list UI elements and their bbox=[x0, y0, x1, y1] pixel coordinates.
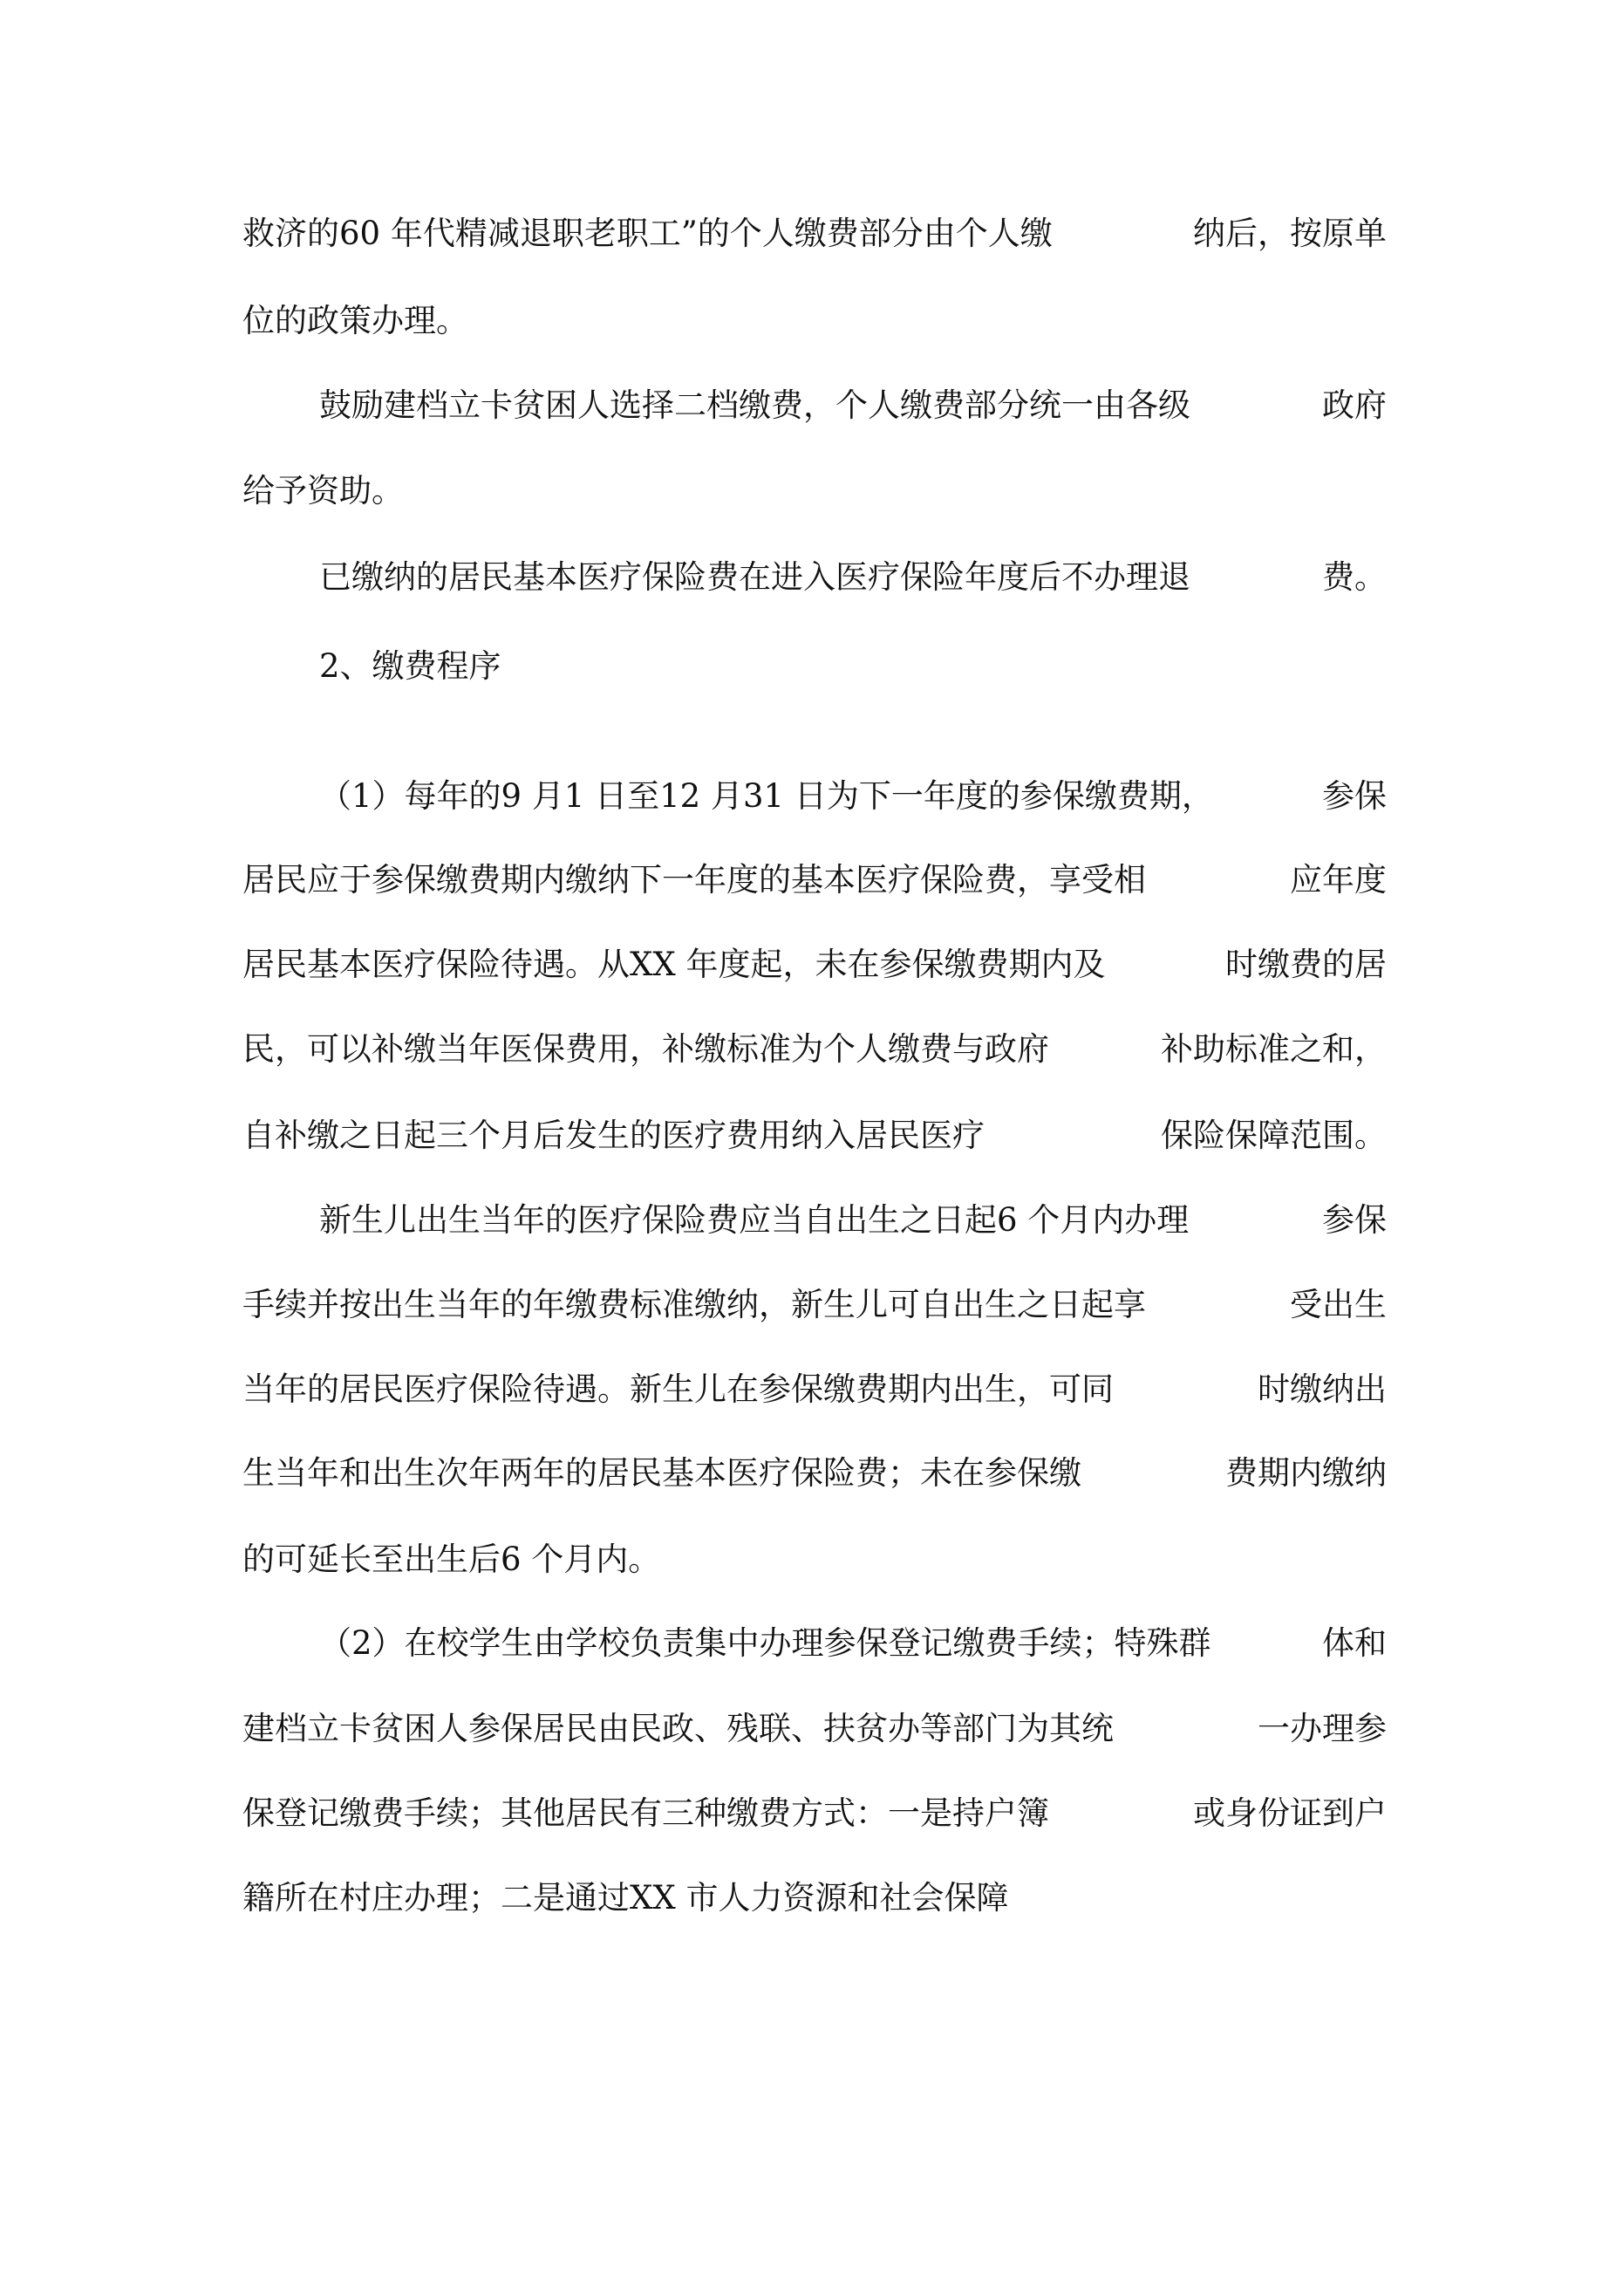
line-text: 已缴纳的居民基本医疗保险费在进入医疗保险年度后不办理退 bbox=[319, 558, 1190, 596]
line-text-tail: 参保 bbox=[1322, 1201, 1387, 1239]
line-text: 建档立卡贫困人参保居民由民政、残联、扶贫办等部门为其统 bbox=[242, 1710, 1114, 1747]
line-text-tail: 参保 bbox=[1322, 777, 1387, 815]
line-text: 居民基本医疗保险待遇。从XX 年度起，未在参保缴费期内及 bbox=[242, 946, 1106, 983]
line-text-tail: 或身份证到户 bbox=[1193, 1794, 1387, 1832]
line-text-tail: 纳后，按原单 bbox=[1193, 215, 1387, 252]
text-line bbox=[0, 1694, 1623, 1764]
text-line bbox=[0, 1355, 1623, 1425]
text-line bbox=[0, 930, 1623, 1000]
line-text: 自补缴之日起三个月后发生的医疗费用纳入居民医疗 bbox=[242, 1117, 985, 1154]
line-text: 生当年和出生次年两年的居民基本医疗保险费；未在参保缴 bbox=[242, 1454, 1081, 1492]
line-text-tail: 保险保障范围。 bbox=[1161, 1117, 1387, 1154]
text-line bbox=[0, 762, 1623, 831]
line-text-tail: 受出生 bbox=[1290, 1286, 1387, 1323]
text-line bbox=[0, 286, 1623, 356]
line-text: 手续并按出生当年的年缴费标准缴纳，新生儿可自出生之日起享 bbox=[242, 1286, 1146, 1323]
line-text-tail: 费。 bbox=[1322, 558, 1387, 596]
text-line bbox=[0, 1525, 1623, 1595]
line-text: 当年的居民医疗保险待遇。新生儿在参保缴费期内出生，可同 bbox=[242, 1370, 1114, 1408]
line-text: （1）每年的9 月1 日至12 月31 日为下一年度的参保缴费期， bbox=[319, 777, 1214, 815]
line-text: 的可延长至出生后6 个月内。 bbox=[242, 1541, 661, 1578]
line-text: 鼓励建档立卡贫困人选择二档缴费，个人缴费部分统一由各级 bbox=[319, 386, 1190, 424]
line-text: 给予资助。 bbox=[242, 472, 404, 509]
line-text-tail: 政府 bbox=[1322, 386, 1387, 424]
text-line bbox=[0, 543, 1623, 612]
text-line bbox=[0, 1270, 1623, 1340]
text-line bbox=[0, 199, 1623, 269]
line-text: 民，可以补缴当年医保费用，补缴标准为个人缴费与政府 bbox=[242, 1030, 1049, 1068]
line-text: 居民应于参保缴费期内缴纳下一年度的基本医疗保险费，享受相 bbox=[242, 861, 1146, 899]
line-text: 保登记缴费手续；其他居民有三种缴费方式：一是持户簿 bbox=[242, 1794, 1049, 1832]
section-heading bbox=[0, 632, 1623, 701]
line-text: 2、缴费程序 bbox=[319, 647, 501, 685]
text-line bbox=[0, 1101, 1623, 1171]
line-text-tail: 一办理参 bbox=[1258, 1710, 1387, 1747]
line-text: 籍所在村庄办理；二是通过XX 市人力资源和社会保障 bbox=[242, 1879, 1009, 1917]
line-text-tail: 应年度 bbox=[1290, 861, 1387, 899]
line-text-tail: 补助标准之和， bbox=[1161, 1030, 1387, 1068]
line-text: 救济的60 年代精减退职老职工”的个人缴费部分由个人缴 bbox=[242, 215, 1053, 252]
text-line bbox=[0, 1015, 1623, 1084]
text-line bbox=[0, 1863, 1623, 1933]
text-line bbox=[0, 456, 1623, 526]
line-text: （2）在校学生由学校负责集中办理参保登记缴费手续；特殊群 bbox=[319, 1624, 1211, 1662]
text-line bbox=[0, 1779, 1623, 1848]
text-line bbox=[0, 1609, 1623, 1678]
line-text-tail: 时缴费的居 bbox=[1225, 946, 1387, 983]
line-text-tail: 体和 bbox=[1322, 1624, 1387, 1662]
line-text: 位的政策办理。 bbox=[242, 302, 468, 339]
line-text: 新生儿出生当年的医疗保险费应当自出生之日起6 个月内办理 bbox=[319, 1201, 1190, 1239]
text-line bbox=[0, 1186, 1623, 1255]
text-line bbox=[0, 845, 1623, 915]
text-line bbox=[0, 371, 1623, 441]
text-line bbox=[0, 1438, 1623, 1508]
line-text-tail: 时缴纳出 bbox=[1258, 1370, 1387, 1408]
line-text-tail: 费期内缴纳 bbox=[1225, 1454, 1387, 1492]
